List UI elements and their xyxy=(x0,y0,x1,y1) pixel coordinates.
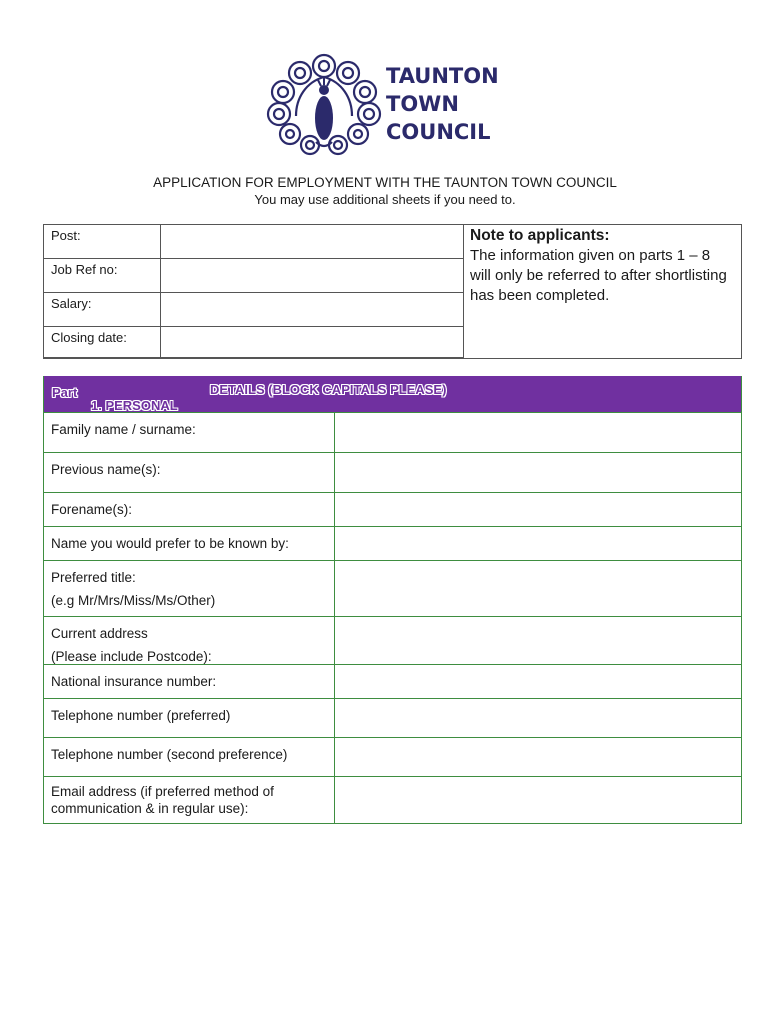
current-address-field[interactable] xyxy=(334,617,741,664)
job-row-ref xyxy=(44,259,463,293)
email-field[interactable] xyxy=(334,777,741,823)
logo-wordmark xyxy=(386,62,499,146)
table-row xyxy=(44,737,741,776)
post-label: Post: xyxy=(51,228,81,243)
note-body: The information given on parts 1 – 8 will only be referred to after shortlisting has been completed. xyxy=(470,247,727,304)
email-label xyxy=(44,777,334,823)
telephone-preferred-label: Telephone number (preferred) xyxy=(51,708,231,723)
forenames-label: Forename(s): xyxy=(51,502,133,517)
current-address-label-line1: Current address xyxy=(51,626,148,641)
current-address-label xyxy=(44,617,334,664)
ni-number-field[interactable] xyxy=(334,665,741,698)
current-address-label-line2: (Please include Postcode): xyxy=(51,649,212,664)
preferred-name-label: Name you would prefer to be known by: xyxy=(51,536,289,551)
preferred-title-label-line1: Preferred title: xyxy=(51,570,136,585)
logo-line-2: TOWN xyxy=(386,92,459,116)
peacock-icon xyxy=(266,46,382,158)
header-title: DETAILS (BLOCK CAPITALS PLEASE) xyxy=(210,382,447,397)
preferred-name-field[interactable] xyxy=(334,527,741,560)
forenames-field[interactable] xyxy=(334,493,741,526)
note-title: Note to applicants: xyxy=(470,227,610,244)
table-row xyxy=(44,698,741,737)
personal-details-table xyxy=(43,376,742,824)
table-row xyxy=(44,664,741,698)
personal-details-header xyxy=(44,376,741,412)
preferred-title-label-line2: (e.g Mr/Mrs/Miss/Ms/Other) xyxy=(51,593,216,608)
closing-date-field[interactable] xyxy=(160,327,463,357)
telephone-second-field[interactable] xyxy=(334,738,741,776)
previous-names-field[interactable] xyxy=(334,453,741,492)
job-details-box xyxy=(43,224,742,359)
preferred-title-label xyxy=(44,561,334,616)
table-row xyxy=(44,412,741,452)
job-ref-label: Job Ref no: xyxy=(51,262,118,277)
post-field[interactable] xyxy=(160,225,463,258)
salary-field[interactable] xyxy=(160,293,463,326)
logo-line-1: TAUNTON xyxy=(386,64,499,88)
table-row xyxy=(44,492,741,526)
email-label-line1: Email address (if preferred method of xyxy=(51,784,274,799)
salary-label: Salary: xyxy=(51,296,92,311)
job-ref-field[interactable] xyxy=(160,259,463,292)
council-logo xyxy=(266,46,526,158)
email-label-line2: communication & in regular use): xyxy=(51,801,249,816)
logo-line-3: COUNCIL xyxy=(386,120,491,144)
table-row xyxy=(44,452,741,492)
form-subtitle: You may use additional sheets if you need to. xyxy=(254,192,516,207)
job-row-salary xyxy=(44,293,463,327)
job-row-post xyxy=(44,225,463,259)
header-part: Part xyxy=(52,385,78,400)
closing-date-label: Closing date: xyxy=(51,330,127,345)
table-row xyxy=(44,560,741,616)
table-row xyxy=(44,616,741,664)
family-name-label: Family name / surname: xyxy=(51,422,196,437)
family-name-field[interactable] xyxy=(334,413,741,452)
telephone-second-label: Telephone number (second preference) xyxy=(51,747,288,762)
preferred-title-field[interactable] xyxy=(334,561,741,616)
previous-names-label: Previous name(s): xyxy=(51,462,161,477)
header-number: 1. PERSONAL xyxy=(91,398,178,413)
note-to-applicants xyxy=(463,225,741,358)
job-row-closing xyxy=(44,327,463,358)
telephone-preferred-field[interactable] xyxy=(334,699,741,737)
form-title: APPLICATION FOR EMPLOYMENT WITH THE TAUNTON TOWN COUNCIL xyxy=(153,175,617,190)
table-row xyxy=(44,526,741,560)
table-row xyxy=(44,776,741,823)
ni-number-label: National insurance number: xyxy=(51,674,217,689)
